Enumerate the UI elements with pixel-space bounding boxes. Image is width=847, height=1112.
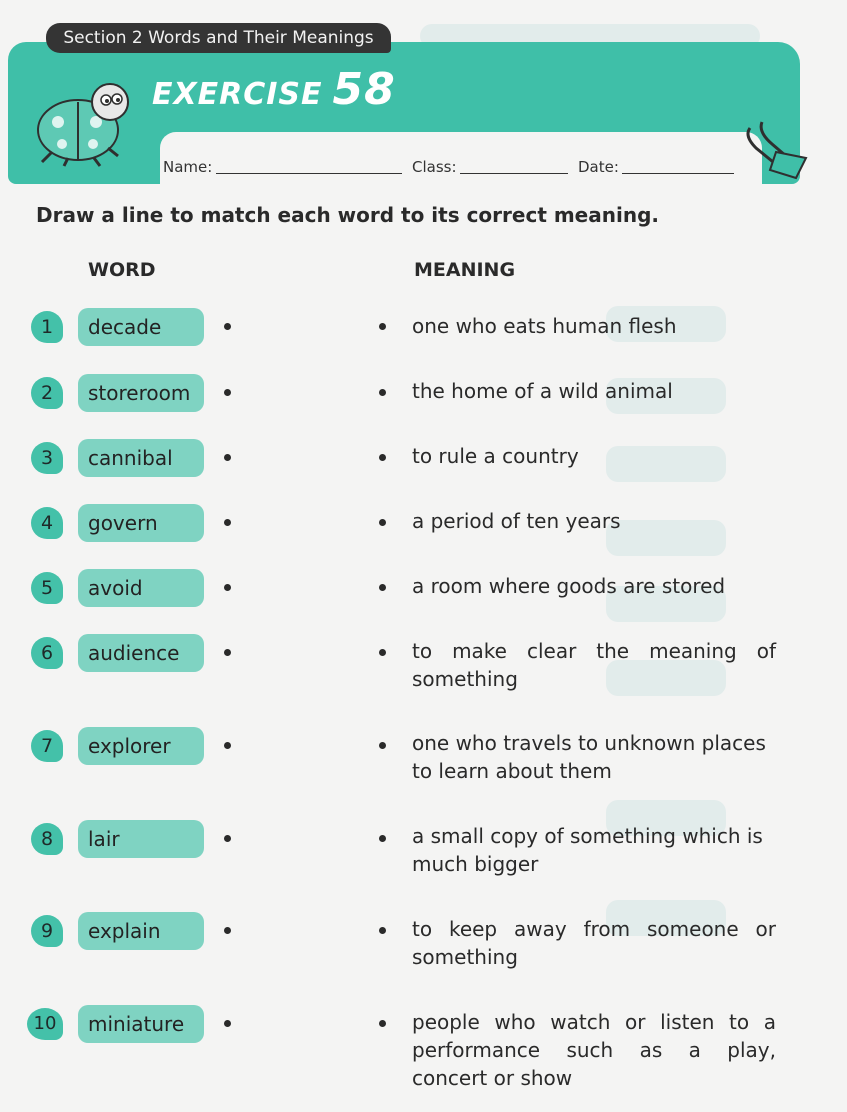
word-dot[interactable] [224,649,231,656]
exercise-number: 58 [332,64,396,115]
meaning-item: one who travels to unknown places to learn about them [412,731,766,783]
word-dot[interactable] [224,835,231,842]
name-field[interactable] [216,173,402,174]
exercise-title [152,64,396,115]
row-number-badge: 5 [31,572,63,604]
word-dot[interactable] [224,1020,231,1027]
instruction-text: Draw a line to match each word to its correct meaning. [36,203,659,227]
date-field[interactable] [622,173,734,174]
meaning-dot[interactable] [379,927,386,934]
meaning-dot[interactable] [379,323,386,330]
meaning-dot[interactable] [379,835,386,842]
meaning-dot[interactable] [379,389,386,396]
word-dot[interactable] [224,927,231,934]
meaning-column-header: MEANING [414,259,516,281]
word-item[interactable]: lair [78,820,204,858]
row-number-badge: 3 [31,442,63,474]
row-number-badge: 6 [31,637,63,669]
meaning-dot[interactable] [379,742,386,749]
meaning-item: a period of ten years [412,509,621,533]
word-dot[interactable] [224,584,231,591]
exercise-word: EXERCISE [152,77,323,112]
word-item[interactable]: explorer [78,727,204,765]
meaning-dot[interactable] [379,454,386,461]
word-item[interactable]: cannibal [78,439,204,477]
word-dot[interactable] [224,389,231,396]
word-dot[interactable] [224,323,231,330]
meaning-item: to keep away from someone or something [412,917,776,969]
meaning-item: one who eats human flesh [412,314,677,338]
meaning-dot[interactable] [379,584,386,591]
word-item[interactable]: explain [78,912,204,950]
row-number-badge: 10 [27,1008,63,1040]
word-column-header: WORD [88,259,156,281]
meaning-dot[interactable] [379,1020,386,1027]
row-number-badge: 7 [31,730,63,762]
ladybug-mascot-icon [18,72,148,168]
row-number-badge: 4 [31,507,63,539]
word-item[interactable]: storeroom [78,374,204,412]
info-strip [160,132,762,184]
row-number-badge: 2 [31,377,63,409]
meaning-item: a small copy of something which is much bigger [412,824,763,876]
meaning-dot[interactable] [379,519,386,526]
class-field[interactable] [460,173,568,174]
row-number-badge: 1 [31,311,63,343]
section-tab: Section 2 Words and Their Meanings [46,23,391,53]
binder-clip-icon [736,118,816,180]
date-label: Date: [578,158,619,176]
meaning-item: people who watch or listen to a performance such as a play, concert or show [412,1010,776,1090]
class-label: Class: [412,158,457,176]
meaning-item: to rule a country [412,444,579,468]
word-dot[interactable] [224,742,231,749]
word-item[interactable]: avoid [78,569,204,607]
row-number-badge: 9 [31,915,63,947]
row-number-badge: 8 [31,823,63,855]
meaning-item: a room where goods are stored [412,574,726,598]
meaning-item: to make clear the meaning of something [412,639,776,691]
word-item[interactable]: audience [78,634,204,672]
word-item[interactable]: miniature [78,1005,204,1043]
word-item[interactable]: govern [78,504,204,542]
word-dot[interactable] [224,519,231,526]
meaning-item: the home of a wild animal [412,379,673,403]
word-item[interactable]: decade [78,308,204,346]
word-dot[interactable] [224,454,231,461]
meaning-dot[interactable] [379,649,386,656]
name-label: Name: [163,158,213,176]
